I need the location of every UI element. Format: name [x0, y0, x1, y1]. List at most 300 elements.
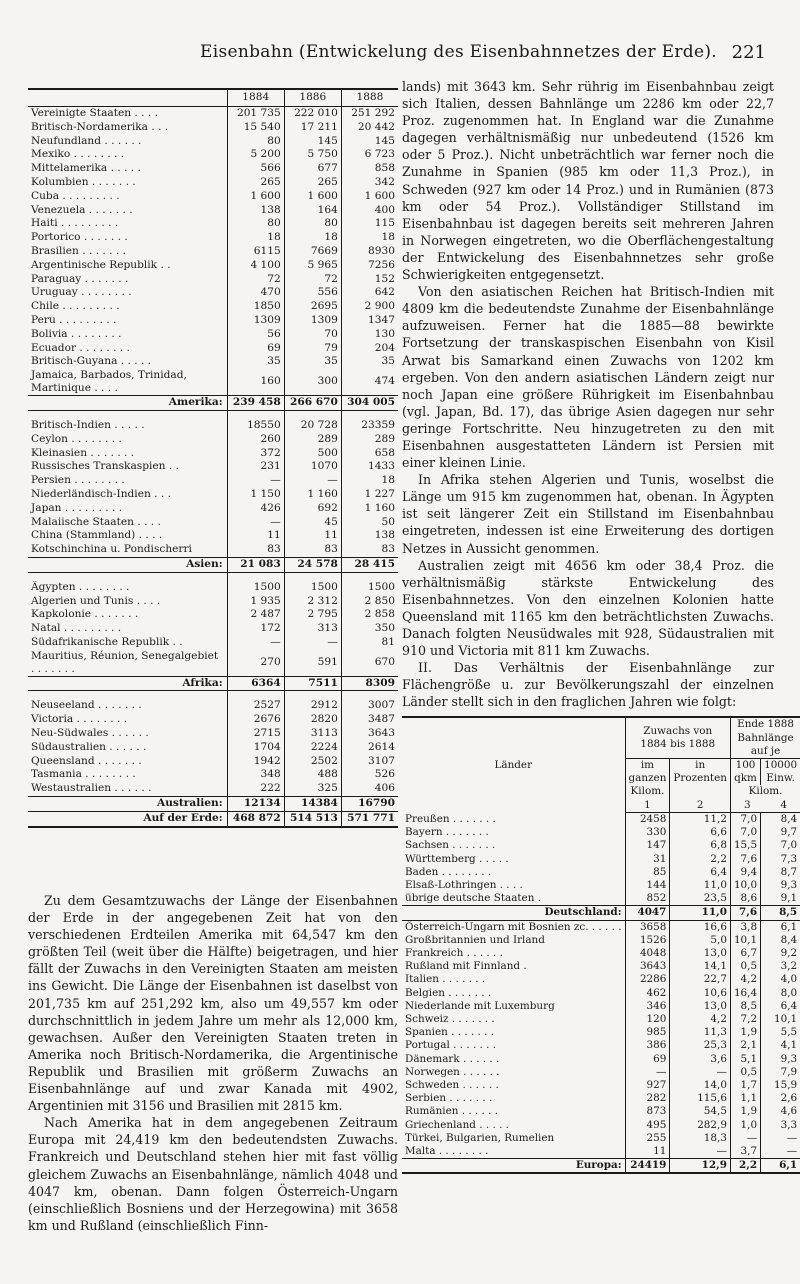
cell-value: 7,3: [761, 853, 800, 866]
row-label: Afrika:: [28, 676, 227, 691]
row-label: Persien . . . . . . . .: [31, 474, 125, 487]
cell-value: 24 578: [284, 557, 341, 572]
table-row: [28, 162, 398, 176]
cell-value: —: [670, 1145, 731, 1159]
cell-value: 1,7: [730, 1079, 760, 1092]
cell-value: 239 458: [227, 396, 284, 411]
table-row: [402, 973, 800, 986]
subtotal-row: [402, 906, 800, 920]
cell-value: 265: [227, 176, 284, 190]
cell-value: 144: [625, 879, 670, 892]
table-row: [28, 460, 398, 474]
cell-value: 591: [284, 650, 341, 677]
row-label: Serbien . . . . . . .: [405, 1092, 493, 1105]
row-label: Württemberg . . . . .: [405, 852, 509, 865]
row-label: Ägypten . . . . . . . .: [31, 580, 130, 593]
row-label: Europa:: [402, 1159, 625, 1174]
cell-value: 265: [284, 176, 341, 190]
table-row: [28, 699, 398, 713]
row-label: Neuseeland . . . . . . .: [31, 699, 142, 712]
table-row: [28, 355, 398, 369]
table-row: [28, 543, 398, 557]
cell-value: 0,5: [730, 1066, 760, 1079]
cell-value: 222: [227, 782, 284, 796]
table-row: [28, 369, 398, 396]
table-row: [402, 1066, 800, 1079]
row-label: Uruguay . . . . . . . .: [31, 286, 132, 299]
row-label: Rumänien . . . . . .: [405, 1105, 499, 1118]
cell-value: 7669: [284, 245, 341, 259]
cell-value: 1433: [341, 460, 398, 474]
row-label: Kapkolonie . . . . . . .: [31, 608, 139, 621]
cell-value: 3,2: [761, 960, 800, 973]
cell-value: 10,1: [761, 1013, 800, 1026]
cell-value: 83: [341, 543, 398, 557]
table-row: [402, 947, 800, 960]
table-row: [28, 622, 398, 636]
cell-value: 7,2: [730, 1013, 760, 1026]
cell-value: 1500: [284, 581, 341, 595]
cell-value: 2 312: [284, 595, 341, 609]
cell-value: 45: [284, 516, 341, 530]
cell-value: —: [730, 1132, 760, 1145]
cell-value: 426: [227, 502, 284, 516]
cell-value: 5 750: [284, 148, 341, 162]
cell-value: 488: [284, 768, 341, 782]
cell-value: 2502: [284, 755, 341, 769]
table-row: [28, 121, 398, 135]
cell-value: 873: [625, 1105, 670, 1118]
cell-value: 56: [227, 328, 284, 342]
cell-value: 985: [625, 1026, 670, 1039]
row-label: Frankreich . . . . . .: [405, 946, 503, 959]
row-label: Italien . . . . . . .: [405, 973, 486, 986]
cell-value: 13,0: [670, 947, 731, 960]
subtotal-row: [28, 676, 398, 691]
cell-value: 9,3: [761, 879, 800, 892]
cell-value: 3,6: [670, 1053, 731, 1066]
table-row: [28, 768, 398, 782]
row-label: Portugal . . . . . . .: [405, 1039, 497, 1052]
row-label: Preußen . . . . . . .: [405, 812, 496, 825]
cell-value: 21 083: [227, 557, 284, 572]
cell-value: 35: [341, 355, 398, 369]
cell-value: 2 858: [341, 608, 398, 622]
row-label: Schweiz . . . . . . .: [405, 1012, 495, 1025]
table-row: [28, 204, 398, 218]
row-label: Belgien . . . . . . .: [405, 986, 492, 999]
row-label: Südaustralien . . . . . .: [31, 740, 147, 753]
cell-value: 3487: [341, 713, 398, 727]
cell-value: 1 150: [227, 488, 284, 502]
table-row: [28, 314, 398, 328]
cell-value: 571 771: [341, 811, 398, 826]
row-label: Argentinische Republik . .: [31, 258, 171, 271]
cell-value: 670: [341, 650, 398, 677]
row-label: Malta . . . . . . . .: [405, 1144, 489, 1157]
paragraph: Nach Amerika hat in dem angegebenen Zeitraum Europa mit 24,419 km den bedeutendsten Zuwachs. Frankreich und Deutschland stehen hier mit fast völlig gleichem Zuwachs an Eisenbahnlänge, nämlich 4048 und 4047 km, obenan. Dann folgen Österreich-Ungarn (einschließlich Bosniens und der Herzegowina) mit 3658 km und Rußland (einschließlich Finn-: [28, 1115, 398, 1233]
cell-value: 138: [227, 204, 284, 218]
cell-value: 25,3: [670, 1039, 731, 1052]
cell-value: 8,4: [761, 934, 800, 947]
cell-value: 300: [284, 369, 341, 396]
year-header: 1884: [227, 89, 284, 107]
cell-value: 350: [341, 622, 398, 636]
cell-value: 17 211: [284, 121, 341, 135]
cell-value: 2 850: [341, 595, 398, 609]
cell-value: 1526: [625, 934, 670, 947]
cell-value: 147: [625, 839, 670, 852]
cell-value: —: [761, 1145, 800, 1159]
cell-value: 164: [284, 204, 341, 218]
cell-value: 566: [227, 162, 284, 176]
cell-value: 201 735: [227, 107, 284, 121]
cell-value: 1309: [284, 314, 341, 328]
table-row: [402, 1145, 800, 1159]
row-label: Mexiko . . . . . . . .: [31, 148, 125, 161]
cell-value: 400: [341, 204, 398, 218]
cell-value: 79: [284, 342, 341, 356]
cell-value: 4047: [625, 906, 670, 920]
row-label: Australien:: [28, 797, 227, 812]
table-row: [28, 245, 398, 259]
row-label: China (Stammland) . . . .: [31, 529, 163, 542]
cell-value: 2676: [227, 713, 284, 727]
cell-value: 6 723: [341, 148, 398, 162]
cell-value: —: [284, 474, 341, 488]
left-column: [28, 88, 398, 828]
table-row: [402, 1132, 800, 1145]
row-label: Victoria . . . . . . . .: [31, 713, 128, 726]
col-header: 10000 Einw.: [761, 759, 800, 786]
ende-header: Ende 1888 Bahnlänge auf je: [730, 717, 800, 758]
row-label: Rußland mit Finnland .: [405, 960, 527, 973]
table-row: [28, 636, 398, 650]
table-row: [402, 866, 800, 879]
cell-value: 1 600: [284, 190, 341, 204]
cell-value: 304 005: [341, 396, 398, 411]
cell-value: 115,6: [670, 1092, 731, 1105]
cell-value: 313: [284, 622, 341, 636]
cell-value: 556: [284, 286, 341, 300]
cell-value: 69: [625, 1053, 670, 1066]
cell-value: 255: [625, 1132, 670, 1145]
cell-value: 2 487: [227, 608, 284, 622]
spacer-row: [28, 691, 398, 700]
row-label: Bayern . . . . . . .: [405, 826, 489, 839]
table-row: [402, 892, 800, 906]
cell-value: 1 160: [284, 488, 341, 502]
cell-value: 7,0: [730, 826, 760, 839]
cell-value: 677: [284, 162, 341, 176]
cell-value: —: [227, 516, 284, 530]
row-label: Dänemark . . . . . .: [405, 1052, 500, 1065]
table-row: [402, 920, 800, 934]
cell-value: 22,7: [670, 973, 731, 986]
country-header: [28, 89, 227, 107]
row-label: Algerien und Tunis . . . .: [31, 594, 161, 607]
row-label: Neu-Südwales . . . . . .: [31, 727, 149, 740]
table-row: [28, 581, 398, 595]
year-header: 1888: [341, 89, 398, 107]
table-row: [28, 286, 398, 300]
col-header: in Prozenten: [670, 759, 731, 786]
table-row: [402, 812, 800, 826]
table-row: [402, 1013, 800, 1026]
right-column: [402, 78, 798, 1174]
cell-value: 12134: [227, 797, 284, 812]
row-label: Deutschland:: [402, 906, 625, 920]
table-row: [402, 934, 800, 947]
cell-value: 6,8: [670, 839, 731, 852]
row-label: Österreich-Ungarn mit Bosnien zc. . . . . .: [405, 920, 622, 933]
cell-value: 462: [625, 987, 670, 1000]
grand-total-row: [402, 1159, 800, 1174]
cell-value: 4,0: [761, 973, 800, 986]
cell-value: 1,0: [730, 1119, 760, 1132]
left-text: [28, 892, 398, 1234]
cell-value: 1,1: [730, 1092, 760, 1105]
cell-value: 5,1: [730, 1053, 760, 1066]
row-label: Asien:: [28, 557, 227, 572]
cell-value: 70: [284, 328, 341, 342]
unit-header: 2: [670, 785, 731, 812]
cell-value: 260: [227, 433, 284, 447]
cell-value: 3643: [341, 727, 398, 741]
cell-value: 3,7: [730, 1145, 760, 1159]
table-row: [28, 433, 398, 447]
cell-value: 348: [227, 768, 284, 782]
row-label: Bolivia . . . . . . . .: [31, 327, 122, 340]
page-header: [28, 36, 772, 70]
table-row: [28, 755, 398, 769]
table-row: [28, 595, 398, 609]
cell-value: 2286: [625, 973, 670, 986]
paragraph: lands) mit 3643 km. Sehr rührig im Eisenbahnbau zeigt sich Italien, dessen Bahnlänge um 2286 km oder 22,7 Proz. zugenommen hat. In England war die Zunahme dagegen verhältnismäßig nur unbedeutend (1526 km oder 5 Proz.). Nicht unbeträchtlich war ferner noch die Zunahme in Spanien (985 km oder 11,3 Proz.), in Schweden (927 km oder 14 Proz.) und in Rumänien (873 km oder 54 Proz.). Vollständiger Stillstand im Eisenbahnbau ist dagegen bereits seit mehreren Jahren in Norwegen eingetreten, wo die Oberflächengestaltung der Entwickelung des Eisenbahnnetzes sehr große Schwierigkeiten entgegensetzt.: [402, 79, 774, 283]
row-label: Haiti . . . . . . . . .: [31, 217, 119, 230]
cell-value: 8,4: [761, 812, 800, 826]
row-label: Niederlande mit Luxemburg: [405, 999, 555, 1012]
row-label: übrige deutsche Staaten .: [405, 892, 542, 905]
table-row: [28, 176, 398, 190]
row-label: Peru . . . . . . . . .: [31, 313, 117, 326]
cell-value: 852: [625, 892, 670, 906]
cell-value: 927: [625, 1079, 670, 1092]
cell-value: —: [761, 1132, 800, 1145]
cell-value: 23,5: [670, 892, 731, 906]
cell-value: 6364: [227, 676, 284, 691]
row-label: Mittelamerika . . . . .: [31, 162, 141, 175]
cell-value: 120: [625, 1013, 670, 1026]
cell-value: 18,3: [670, 1132, 731, 1145]
cell-value: 3,8: [730, 920, 760, 934]
cell-value: 18550: [227, 419, 284, 433]
cell-value: 251 292: [341, 107, 398, 121]
cell-value: 11,2: [670, 812, 731, 826]
cell-value: 160: [227, 369, 284, 396]
row-label: Kleinasien . . . . . . .: [31, 446, 135, 459]
table-row: [402, 1039, 800, 1052]
table-row: [402, 839, 800, 852]
cell-value: 4,2: [670, 1013, 731, 1026]
cell-value: 2,2: [670, 853, 731, 866]
cell-value: 7,9: [761, 1066, 800, 1079]
cell-value: 2614: [341, 741, 398, 755]
cell-value: 372: [227, 447, 284, 461]
cell-value: 3113: [284, 727, 341, 741]
cell-value: 270: [227, 650, 284, 677]
cell-value: 495: [625, 1119, 670, 1132]
row-label: Natal . . . . . . . . .: [31, 622, 122, 635]
cell-value: 346: [625, 1000, 670, 1013]
table-row: [28, 727, 398, 741]
row-label: Baden . . . . . . . .: [405, 865, 492, 878]
row-label: Kotschinchina u. Pondischerri: [31, 543, 192, 556]
row-label: Südafrikanische Republik . .: [31, 635, 183, 648]
row-label: Britisch-Indien . . . . .: [31, 418, 145, 431]
paragraph: Von den asiatischen Reichen hat Britisch-Indien mit 4809 km die bedeutendste Zunahme der Eisenbahnlänge aufzuweisen. Ferner hat die 1885—88 bewirkte Fortsetzung der transkaspischen Eisenbahn von Kisil Arwat bis Samarkand einen Zuwachs von 1202 km ergeben. Von den andern asiatischen Ländern zeigt nur noch Japan eine größere Rührigkeit im Eisenbahnbau (vgl. Japan, Bd. 17), das übrige Asien dagegen nur sehr geringe Fortschritte. Neu hinzugetreten zu den mit Eisenbahnen ausgestatteten Ländern ist Persien mit einer kleinen Linie.: [402, 284, 774, 471]
cell-value: 8,5: [730, 1000, 760, 1013]
cell-value: 7256: [341, 259, 398, 273]
row-label: Spanien . . . . . . .: [405, 1026, 495, 1039]
cell-value: 1 600: [341, 190, 398, 204]
cell-value: 470: [227, 286, 284, 300]
cell-value: 1 227: [341, 488, 398, 502]
cell-value: 10,1: [730, 934, 760, 947]
cell-value: —: [625, 1066, 670, 1079]
cell-value: 325: [284, 782, 341, 796]
cell-value: 1347: [341, 314, 398, 328]
table-row: [402, 1053, 800, 1066]
cell-value: 386: [625, 1039, 670, 1052]
table-row: [28, 447, 398, 461]
year-header: 1886: [284, 89, 341, 107]
table-row: [28, 650, 398, 677]
table-row: [28, 488, 398, 502]
cell-value: 8309: [341, 676, 398, 691]
cell-value: 20 728: [284, 419, 341, 433]
cell-value: 289: [284, 433, 341, 447]
cell-value: 20 442: [341, 121, 398, 135]
cell-value: 4,2: [730, 973, 760, 986]
cell-value: 9,3: [761, 1053, 800, 1066]
cell-value: 692: [284, 502, 341, 516]
cell-value: 23359: [341, 419, 398, 433]
cell-value: 14,1: [670, 960, 731, 973]
cell-value: 8,6: [730, 892, 760, 906]
cell-value: 1704: [227, 741, 284, 755]
cell-value: 69: [227, 342, 284, 356]
cell-value: 5,0: [670, 934, 731, 947]
cell-value: 1,9: [730, 1105, 760, 1118]
cell-value: 8,0: [761, 987, 800, 1000]
cell-value: 289: [341, 433, 398, 447]
cell-value: 8,7: [761, 866, 800, 879]
cell-value: 14384: [284, 797, 341, 812]
cell-value: 2820: [284, 713, 341, 727]
cell-value: 10,0: [730, 879, 760, 892]
row-label: Japan . . . . . . . . .: [31, 501, 123, 514]
table-row: [28, 419, 398, 433]
cell-value: 12,9: [670, 1159, 731, 1174]
row-label: Kolumbien . . . . . . .: [31, 175, 136, 188]
cell-value: —: [670, 1066, 731, 1079]
cell-value: 6,4: [761, 1000, 800, 1013]
cell-value: 16790: [341, 797, 398, 812]
cell-value: 5 200: [227, 148, 284, 162]
cell-value: 24419: [625, 1159, 670, 1174]
row-label: Amerika:: [28, 396, 227, 411]
cell-value: 658: [341, 447, 398, 461]
row-label: Paraguay . . . . . . .: [31, 272, 129, 285]
table-row: [402, 1000, 800, 1013]
cell-value: 231: [227, 460, 284, 474]
cell-value: 28 415: [341, 557, 398, 572]
cell-value: 130: [341, 328, 398, 342]
cell-value: 11: [227, 529, 284, 543]
row-label: Queensland . . . . . . .: [31, 754, 142, 767]
cell-value: 1942: [227, 755, 284, 769]
row-label: Britisch-Nordamerika . . .: [31, 120, 169, 133]
paragraph: In Afrika stehen Algerien und Tunis, woselbst die Länge um 915 km zugenommen hat, obenan. In Ägypten ist seit längerer Zeit ein Stillstand im Eisenbahnbau eingetreten, indessen ist eine Erweiterung des dortigen Netzes in Aussicht genommen.: [402, 472, 774, 556]
cell-value: 3107: [341, 755, 398, 769]
cell-value: 1500: [227, 581, 284, 595]
cell-value: 11,0: [670, 879, 731, 892]
row-label: Griechenland . . . . .: [405, 1118, 509, 1131]
cell-value: 9,1: [761, 892, 800, 906]
cell-value: 83: [284, 543, 341, 557]
unit-header: Kilom. 3 4: [730, 785, 800, 812]
cell-value: 526: [341, 768, 398, 782]
cell-value: 80: [284, 217, 341, 231]
cell-value: 115: [341, 217, 398, 231]
row-label: Venezuela . . . . . . .: [31, 203, 133, 216]
col-header: im ganzen: [625, 759, 670, 786]
table-row: [28, 190, 398, 204]
cell-value: 642: [341, 286, 398, 300]
cell-value: 9,2: [761, 947, 800, 960]
table-row: [402, 960, 800, 973]
cell-value: 16,6: [670, 920, 731, 934]
cell-value: 16,4: [730, 987, 760, 1000]
col-header: 100 qkm: [730, 759, 760, 786]
cell-value: 1 160: [341, 502, 398, 516]
cell-value: 500: [284, 447, 341, 461]
row-label: Vereinigte Staaten . . . .: [31, 107, 158, 119]
paragraph: Australien zeigt mit 4656 km oder 38,4 Proz. die verhältnismäßig stärkste Entwickelung des Eisenbahnnetzes. Von den einzelnen Kolonien hatte Queensland mit 1165 km den beträchtlichsten Zuwachs. Danach folgten Neusüdwales mit 928, Südaustralien mit 910 und Victoria mit 811 km Zuwachs.: [402, 557, 774, 659]
cell-value: 468 872: [227, 811, 284, 826]
cell-value: 80: [227, 135, 284, 149]
cell-value: 7,6: [730, 853, 760, 866]
cell-value: 80: [227, 217, 284, 231]
table-row: [402, 1105, 800, 1118]
cell-value: 0,5: [730, 960, 760, 973]
cell-value: 2224: [284, 741, 341, 755]
cell-value: 10,6: [670, 987, 731, 1000]
cell-value: 5 965: [284, 259, 341, 273]
table-row: [402, 987, 800, 1000]
cell-value: 1 935: [227, 595, 284, 609]
zuwachs-header: Zuwachs von 1884 bis 1888: [625, 717, 730, 758]
cell-value: 6115: [227, 245, 284, 259]
cell-value: 2695: [284, 300, 341, 314]
cell-value: 2458: [625, 812, 670, 826]
cell-value: 514 513: [284, 811, 341, 826]
cell-value: 6,6: [670, 826, 731, 839]
cell-value: 330: [625, 826, 670, 839]
laender-header: Länder: [402, 717, 625, 812]
cell-value: 35: [284, 355, 341, 369]
